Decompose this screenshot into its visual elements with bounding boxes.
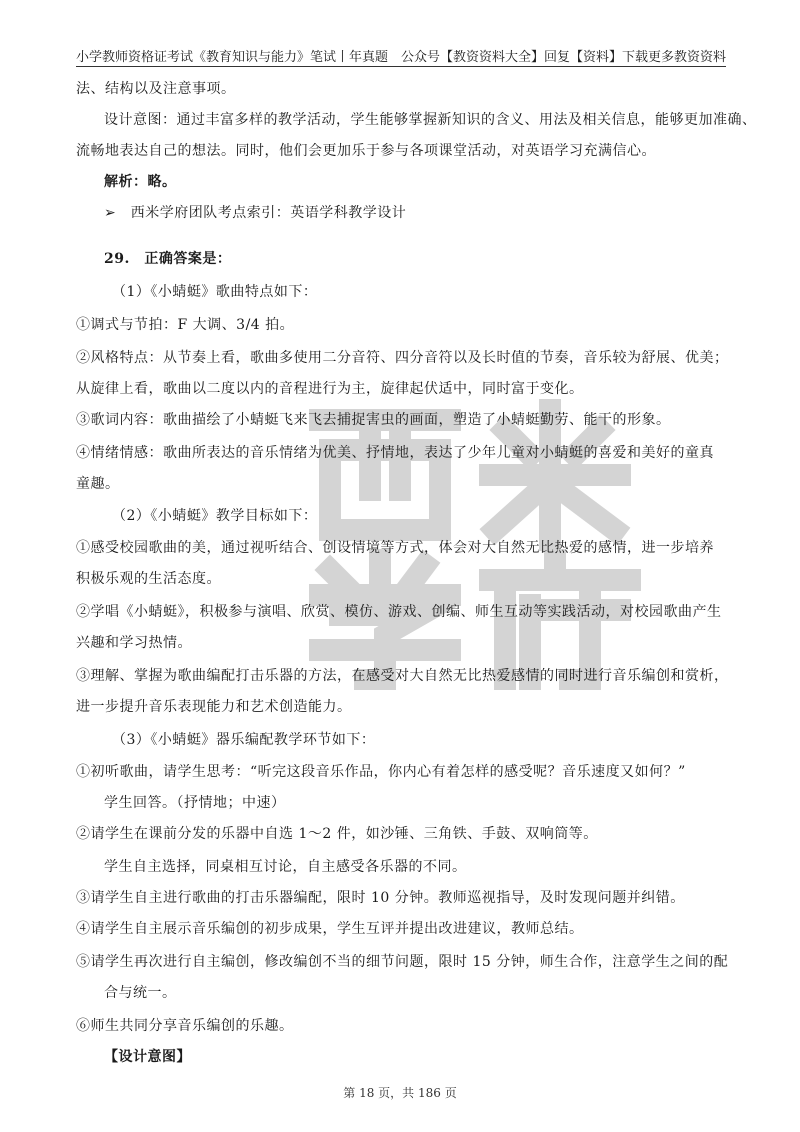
- paragraph-line: ③理解、掌握为歌曲编配打击乐器的方法，在感受对大自然无比热爱感情的同时进行音乐编创和赏析，: [76, 668, 729, 684]
- paragraph-line: ③歌词内容：歌曲描绘了小蜻蜓飞来飞去捕捉害虫的画面，塑造了小蜻蜓勤劳、能干的形象。: [76, 412, 671, 428]
- exam-point-index: ➢ 西米学府团队考点索引：英语学科教学设计: [104, 205, 407, 221]
- paragraph-line: 学生自主选择，同桌相互讨论，自主感受各乐器的不同。: [104, 859, 467, 875]
- paragraph-line: 学生回答。（抒情地；中速）: [104, 795, 286, 811]
- paragraph-line: 从旋律上看，歌曲以二度以内的音程进行为主，旋律起伏适中，同时富于变化。: [76, 381, 584, 397]
- paragraph-line: ④请学生自主展示音乐编创的初步成果，学生互评并提出改进建议，教师总结。: [76, 921, 584, 937]
- paragraph-line: ②风格特点：从节奏上看，歌曲多使用二分音符、四分音符以及长时值的节奏，音乐较为舒展、优美；: [76, 350, 729, 366]
- paragraph-line: 流畅地表达自己的想法。同时，他们会更加乐于参与各项课堂活动，对英语学习充满信心。: [76, 143, 656, 159]
- paragraph-line: ⑤请学生再次进行自主编创，修改编创不当的细节问题，限时 15 分钟，师生合作，注意学生之间的配: [76, 954, 729, 970]
- paragraph-line: 进一步提升音乐表现能力和艺术创造能力。: [76, 699, 352, 715]
- paragraph-line: ⑥师生共同分享音乐编创的乐趣。: [76, 1018, 294, 1034]
- paragraph-line: ③请学生自主进行歌曲的打击乐器编配，限时 10 分钟。教师巡视指导，及时发现问题并纠错。: [76, 890, 685, 906]
- page-number: 第 18 页，共 186 页: [343, 1086, 457, 1100]
- paragraph-line: 积极乐观的生活态度。: [76, 571, 221, 587]
- header-promo: 公众号【教资资料大全】回复【资料】下载更多教资资料: [400, 50, 726, 65]
- paragraph-line: ①调式与节拍：F 大调、3/4 拍。: [76, 317, 295, 333]
- answer-heading: 29. 正确答案是：: [104, 251, 232, 267]
- paragraph-line: ①感受校园歌曲的美，通过视听结合、创设情境等方式，体会对大自然无比热爱的感情，进一步培养: [76, 540, 714, 556]
- paragraph-line: 童趣。: [76, 476, 120, 492]
- analysis-heading: 解析：略。: [104, 174, 177, 190]
- section-heading: （2）《小蜻蜓》教学目标如下：: [112, 508, 318, 524]
- paragraph-line: ①初听歌曲，请学生思考：“听完这段音乐作品，你内心有着怎样的感受呢？音乐速度又如何？”: [76, 764, 686, 780]
- paragraph-line: 设计意图：通过丰富多样的教学活动，学生能够掌握新知识的含义、用法及相关信息，能够更加准确、: [104, 112, 757, 128]
- paragraph-line: 兴趣和学习热情。: [76, 635, 192, 651]
- header-title: 小学教师资格证考试《教育知识与能力》笔试丨年真题: [76, 50, 389, 65]
- page-header: [76, 44, 726, 67]
- design-intent-heading: 【设计意图】: [104, 1049, 191, 1065]
- paragraph-line: 合与统一。: [104, 985, 177, 1001]
- section-heading: （1）《小蜻蜓》歌曲特点如下：: [112, 284, 318, 300]
- paragraph-line: ②学唱《小蜻蜓》，积极参与演唱、欣赏、模仿、游戏、创编、师生互动等实践活动，对校园歌曲产生: [76, 604, 722, 620]
- paragraph-line: ②请学生在课前分发的乐器中自选 1～2 件，如沙锤、三角铁、手鼓、双响筒等。: [76, 826, 598, 842]
- section-heading: （3）《小蜻蜓》器乐编配教学环节如下：: [112, 732, 376, 748]
- paragraph-line: ④情绪情感：歌曲所表达的音乐情绪为优美、抒情地，表达了少年儿童对小蜻蜓的喜爱和美好的童真: [76, 445, 714, 461]
- paragraph-line: 法、结构以及注意事项。: [76, 81, 236, 97]
